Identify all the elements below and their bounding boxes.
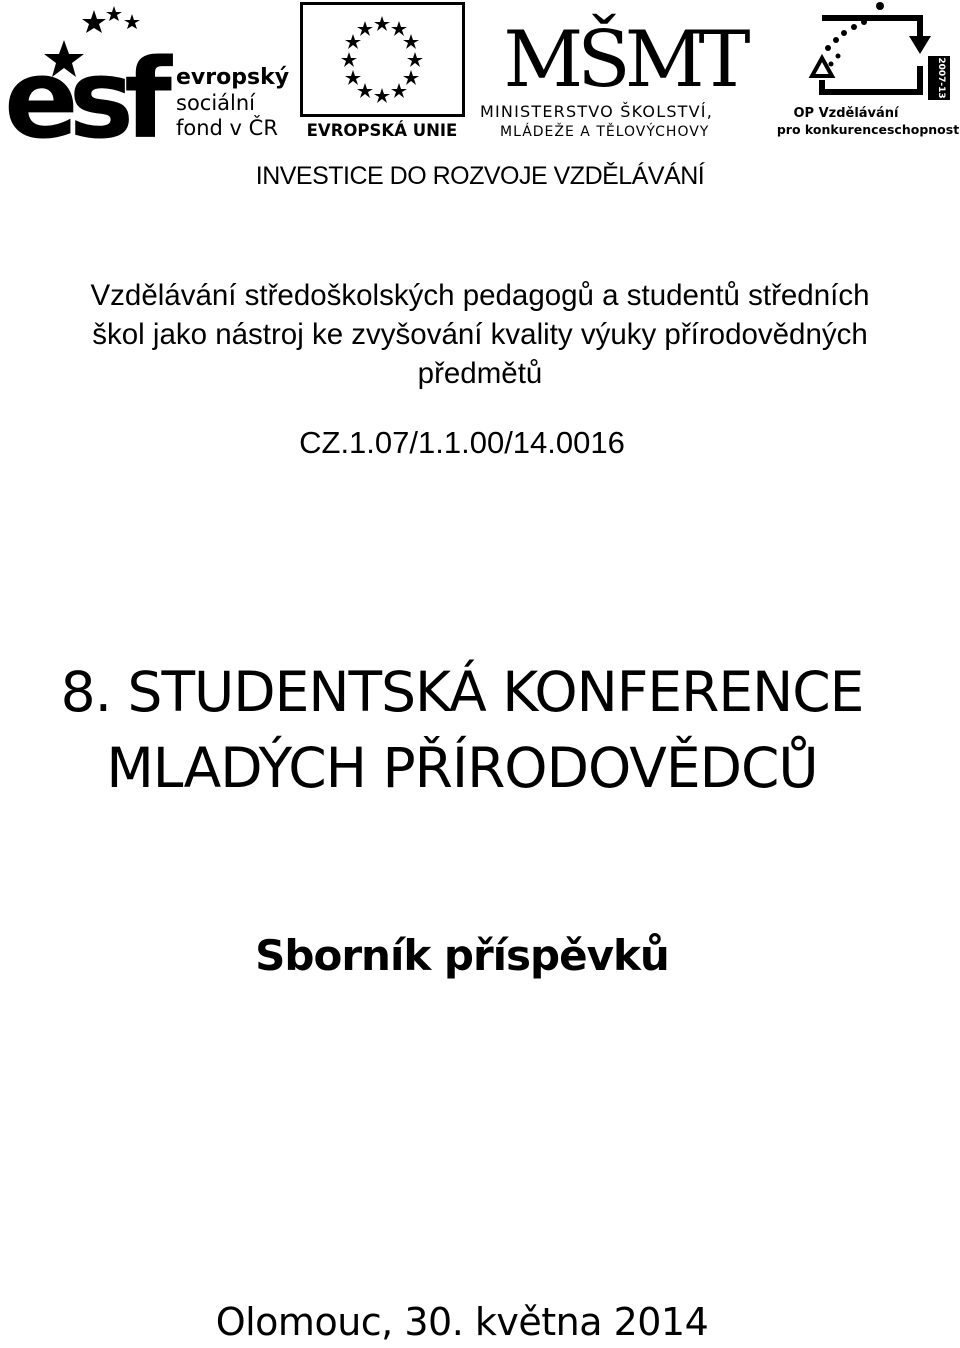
project-title-line: předmětů xyxy=(417,357,543,390)
conference-title xyxy=(0,654,924,806)
esf-line3: fond v ČR xyxy=(176,116,278,140)
eu-caption: EVROPSKÁ UNIE xyxy=(306,121,458,139)
op-dots-icon xyxy=(825,2,884,67)
project-code: CZ.1.07/1.1.00/14.0016 xyxy=(299,425,625,460)
eu-star-ring-icon xyxy=(341,16,423,103)
esf-line2: sociální xyxy=(176,91,256,115)
eu-logo-graphic xyxy=(300,2,465,139)
msmt-logo xyxy=(478,0,770,140)
op-line2: pro konkurenceschopnost xyxy=(776,122,960,137)
eu-logo xyxy=(300,2,465,139)
esf-logo-graphic xyxy=(4,2,294,140)
op-side-text: 2007-13 xyxy=(936,57,946,99)
msmt-line2: MLÁDEŽE A TĚLOVÝCHOVY xyxy=(500,124,710,140)
conference-title-line: MLADÝCH PŘÍRODOVĚDCŮ xyxy=(106,736,818,800)
esf-star-icon xyxy=(82,10,106,33)
esf-star-icon xyxy=(106,6,122,21)
op-arrow-down-icon xyxy=(909,36,931,54)
tagline: INVESTICE DO ROZVOJE VZDĚLÁVÁNÍ xyxy=(255,162,705,190)
esf-star-icon xyxy=(124,14,140,29)
op-logo-graphic xyxy=(776,0,960,140)
conference-title-line: 8. STUDENTSKÁ KONFERENCE xyxy=(60,660,864,724)
subtitle: Sborník příspěvků xyxy=(255,931,669,980)
project-title-line: Vzdělávání středoškolských pedagogů a studentů středních xyxy=(90,279,870,312)
msmt-line1: MINISTERSTVO ŠKOLSTVÍ, xyxy=(480,102,714,121)
place-date: Olomouc, 30. května 2014 xyxy=(215,1300,709,1344)
project-title xyxy=(0,276,960,393)
op-logo xyxy=(776,0,960,140)
msmt-mark: MŠMT xyxy=(503,15,745,105)
esf-mark: esf xyxy=(4,35,162,140)
project-title-line: škol jako nástroj ke zvyšování kvality výuky přírodovědných xyxy=(92,318,868,351)
esf-logo xyxy=(4,2,294,140)
op-arrow-up-icon xyxy=(812,58,832,76)
op-line1: OP Vzdělávání xyxy=(793,106,899,121)
msmt-logo-graphic xyxy=(478,0,770,140)
esf-line1: evropský xyxy=(176,65,290,90)
